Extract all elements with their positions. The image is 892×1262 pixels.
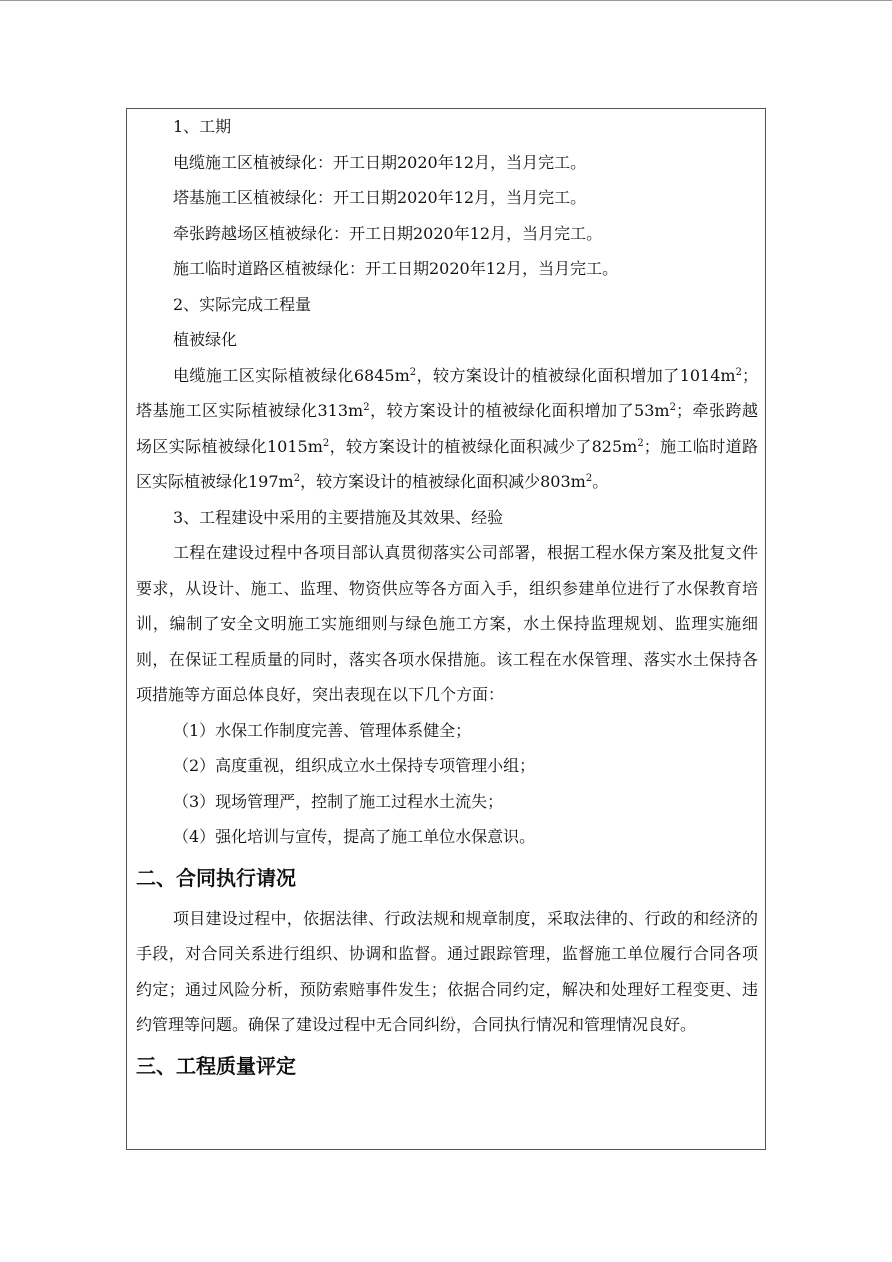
superscript: 2 [293,473,301,484]
quantity-text: 。 [592,472,609,491]
contract-paragraph: 项目建设过程中，依据法律、行政法规和规章制度，采取法律的、行政的和经济的手段，对合同关系进行组织、协调和监督。通过跟踪管理，监督施工单位履行合同各项约定；通过风险分析，预防索赔事件发生；依据合同约定，解决和处理好工程变更、违约管理等问题。确保了建设过程中无合同纠纷，合同执行情况和管理情况良好。 [136,908,758,1034]
quantity-text: ，较方案设计的植被绿化面积增加了53m [369,401,670,420]
measures-item-2: （2）高度重视，组织成立水土保持专项管理小组； [173,756,536,775]
report-table-cell [126,108,766,1150]
measures-item-4: （4）强化培训与宣传，提高了施工单位水保意识。 [173,827,536,846]
quantity-text: ，较方案设计的植被绿化面积减少了825m [329,436,638,456]
measures-paragraph: 工程在建设过程中各项目部认真贯彻落实公司部署，根据工程水保方案及批复文件要求，从设计、施工、监理、物资供应等各方面入手，组织参建单位进行了水保教育培训，编制了安全文明施工实施细则与绿色施工方案，水土保持监理规划、监理实施细则，在保证工程质量的同时，落实各项水保措施。该工程在水保管理、落实水土保持各项措施等方面总体良好，突出表现在以下几个方面： [136,543,758,704]
superscript: 2 [637,437,644,449]
quantity-text: ，较方案设计的植被绿化面积减少803m [300,472,586,491]
schedule-item-road: 施工临时道路区植被绿化：开工日期2020年12月，当月完工。 [173,259,619,278]
superscript: 2 [409,366,417,378]
schedule-title: 1、工期 [173,117,232,136]
quantity-paragraph [136,358,758,500]
quantity-text: ；施工临时道路区实际植被绿化197m [136,436,758,491]
quality-heading: 三、工程质量评定 [136,1053,296,1078]
measures-item-1: （1）水保工作制度完善、管理体系健全； [173,720,472,740]
quantity-text: ；塔基施工区实际植被绿化313m [136,365,758,420]
superscript: 2 [735,366,742,378]
quantity-subtitle: 植被绿化 [173,330,238,349]
superscript: 2 [585,473,593,484]
superscript: 2 [322,437,330,449]
contract-heading: 二、合同执行请况 [136,865,296,890]
quantity-text: 电缆施工区实际植被绿化6845m [173,365,410,385]
superscript: 2 [669,402,676,413]
schedule-item-tower: 塔基施工区植被绿化：开工日期2020年12月，当月完工。 [173,188,587,207]
cell-content [136,109,758,1089]
schedule-item-crossing: 牵张跨越场区植被绿化：开工日期2020年12月，当月完工。 [173,223,603,243]
quantity-text: ；牵张跨越场区实际植被绿化1015m [136,401,758,456]
superscript: 2 [363,402,370,413]
schedule-item-cable: 电缆施工区植被绿化：开工日期2020年12月，当月完工。 [173,152,587,172]
quantity-title: 2、实际完成工程量 [173,294,312,314]
measures-title: 3、工程建设中采用的主要措施及其效果、经验 [173,507,504,527]
quantity-text: ，较方案设计的植被绿化面积增加了1014m [416,365,736,385]
page-top-rule [0,0,892,1]
measures-item-3: （3）现场管理严，控制了施工过程水土流失； [173,791,504,811]
